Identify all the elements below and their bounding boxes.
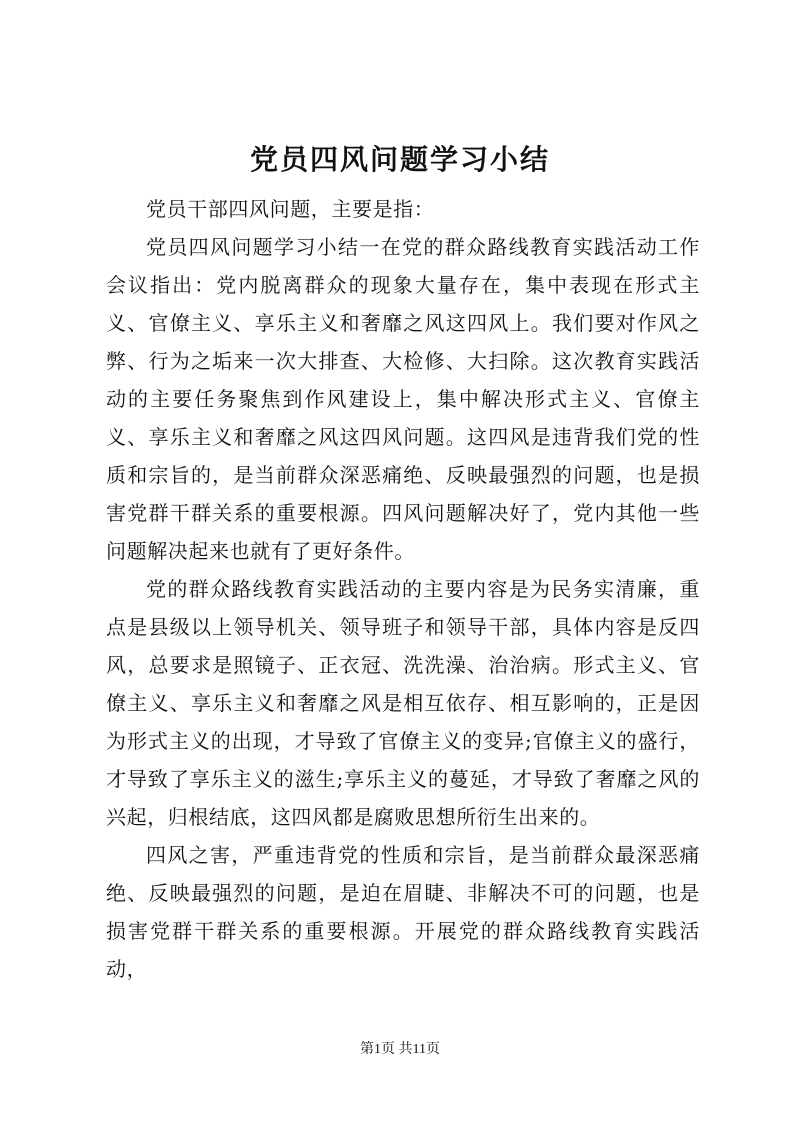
page-footer: 第1页 共11页 xyxy=(360,1042,440,1057)
document-body xyxy=(106,190,700,988)
paragraph-1: 党员干部四风问题，主要是指： xyxy=(146,197,435,221)
paragraph-3: 党的群众路线教育实践活动的主要内容是为民务实清廉，重点是县级以上领导机关、领导班子和领导干部，具体内容是反四风，总要求是照镜子、正衣冠、洗洗澡、治治病。形式主义、官僚主义、享乐主义和奢靡之风是相互依存、相互影响的，正是因为形式主义的出现，才导致了官僚主义的变异;官僚主义的盛行，才导致了享乐主义的滋生;享乐主义的蔓延，才导致了奢靡之风的兴起，归根结底，这四风都是腐败思想所衍生出来的。 xyxy=(106,577,700,829)
document-title: 党员四风问题学习小结 xyxy=(249,143,550,176)
paragraph-4: 四风之害，严重违背党的性质和宗旨，是当前群众最深恶痛绝、反映最强烈的问题，是迫在眉睫、非解决不可的问题，也是损害党群干群关系的重要根源。开展党的群众路线教育实践活动， xyxy=(106,843,700,981)
paragraph-2: 党员四风问题学习小结一在党的群众路线教育实践活动工作会议指出：党内脱离群众的现象大量存在，集中表现在形式主义、官僚主义、享乐主义和奢靡之风这四风上。我们要对作风之弊、行为之垢来一次大排查、大检修、大扫除。这次教育实践活动的主要任务聚焦到作风建设上，集中解决形式主义、官僚主义、享乐主义和奢靡之风这四风问题。这四风是违背我们党的性质和宗旨的，是当前群众深恶痛绝、反映最强烈的问题，也是损害党群干群关系的重要根源。四风问题解决好了，党内其他一些问题解决起来也就有了更好条件。 xyxy=(106,235,700,563)
